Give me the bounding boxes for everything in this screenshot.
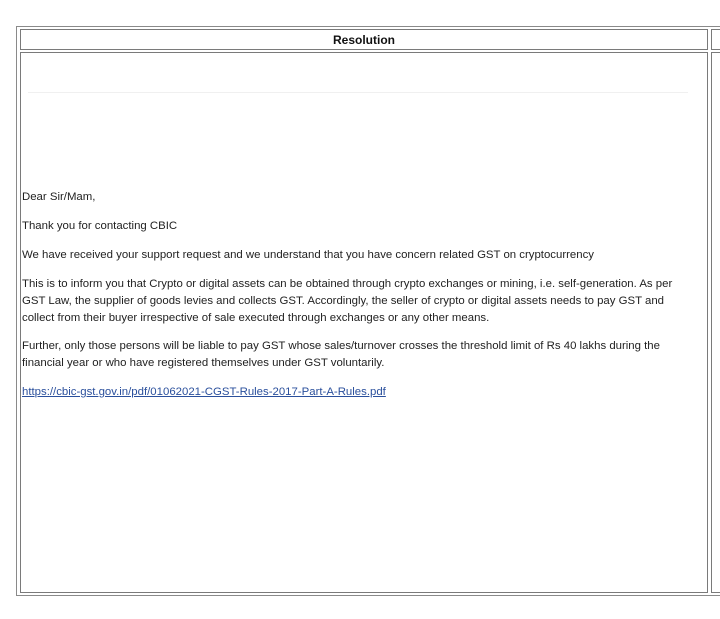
resolution-column-header xyxy=(20,29,708,50)
resolution-message xyxy=(22,189,692,413)
faint-divider xyxy=(28,92,688,93)
inform-paragraph: This is to inform you that Crypto or digital assets can be obtained through crypto exchanges or mining, i.e. self-generation. As per GST Law, the supplier of goods levies and collects GST. Accordingly, the seller of crypto or digital assets needs to pay GST and collect from their buyer irrespective of sale executed through exchanges or any other means. xyxy=(22,278,673,324)
cgst-rules-pdf-link[interactable]: https://cbic-gst.gov.in/pdf/01062021-CGST-Rules-2017-Part-A-Rules.pdf xyxy=(22,386,386,398)
adjacent-column-header xyxy=(711,29,720,50)
received-text: We have received your support request and we understand that you have concern related GST on cryptocurrency xyxy=(22,249,594,261)
greeting-text: Dear Sir/Mam, xyxy=(22,191,96,203)
thanks-text: Thank you for contacting CBIC xyxy=(22,220,178,232)
resolution-header-label: Resolution xyxy=(333,32,395,47)
adjacent-column-cell xyxy=(711,52,720,593)
threshold-paragraph: Further, only those persons will be liable to pay GST whose sales/turnover crosses the threshold limit of Rs 40 lakhs during the financial year or who have registered themselves under GST voluntarily. xyxy=(22,340,660,369)
